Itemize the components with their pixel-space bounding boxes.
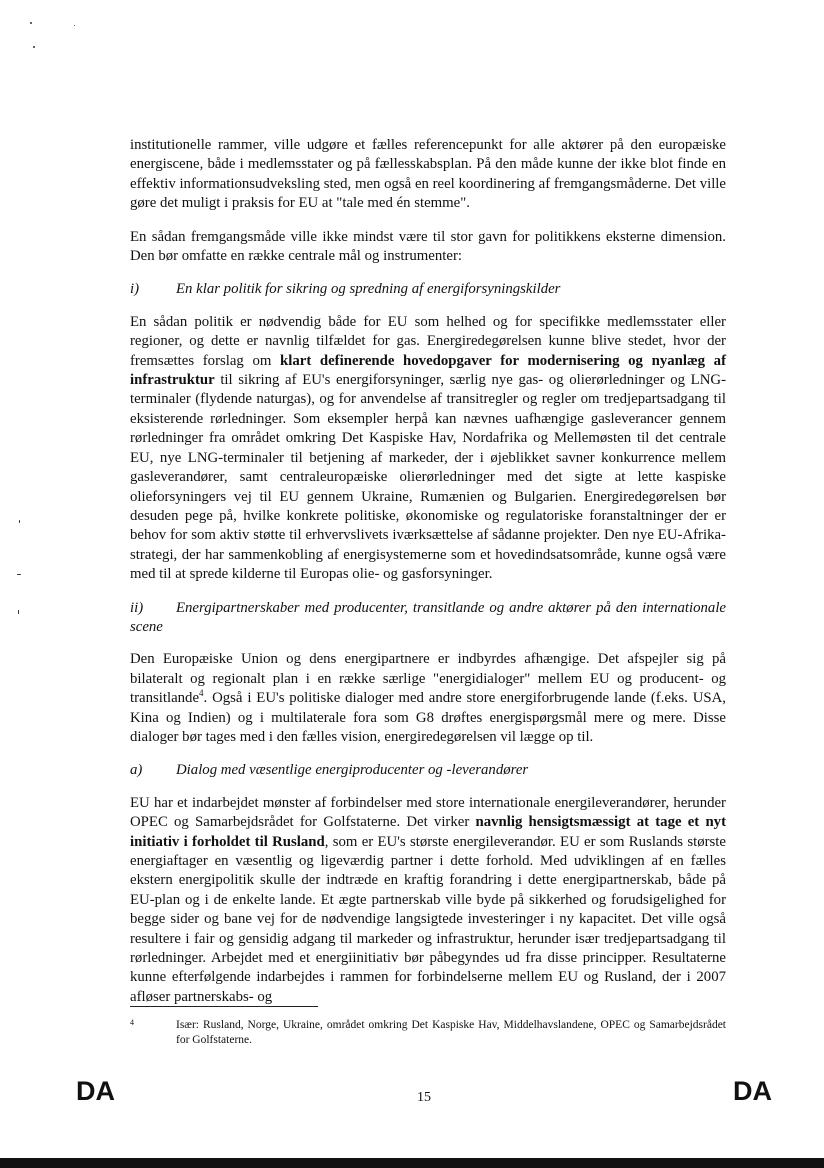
- paragraph-3: [130, 313, 726, 585]
- section-heading-ii: [130, 599, 726, 638]
- footnote-reference[interactable]: 4: [199, 688, 204, 699]
- paragraph-3-bold: klart definerende hovedopgaver for modernisering og nyanlæg af infrastruktur: [130, 352, 726, 389]
- heading-number: ii): [130, 599, 144, 616]
- footnote-divider: [130, 1006, 318, 1007]
- paragraph-5-text-a: EU har et indarbejdet mønster af forbindelser med store internationale energileverandører, herunder OPEC og Samarbejdsrådet for Golfstaterne. Det virker: [130, 794, 726, 831]
- heading-text: Energipartnerskaber med producenter, transitlande og andre aktører på den internationale scene: [130, 599, 726, 635]
- paragraph-4-text-a: Den Europæiske Union og dens energipartnere er indbyrdes afhængige. Det afspejler sig på bilateralt og regionalt plan i en række særlige "energidialoger" mellem EU og producent- og transitlande: [130, 651, 726, 707]
- heading-number: a): [130, 762, 143, 779]
- paragraph-2: En sådan fremgangsmåde ville ikke mindst være til stor gavn for politikkens eksterne dimension. Den bør omfatte en række centrale mål og instrumenter:: [130, 228, 726, 265]
- paragraph-3-text-a: En sådan politik er nødvendig både for EU som helhed og for specifikke medlemsstater eller regioner, og dette er navnlig tilfældet for gas. Energiredegørelsen kunne blive stedet, hvor der fremsættes forslag om: [130, 313, 726, 369]
- paragraph-4: [130, 650, 726, 747]
- footnote-mark: 4: [130, 1018, 134, 1027]
- heading-number: i): [130, 281, 140, 298]
- paragraph-5-bold: navnlig hensigtsmæssigt at tage et nyt initiativ i forholdet til Rusland: [130, 814, 726, 850]
- paragraph-1: institutionelle rammer, ville udgøre et fælles referencepunkt for alle aktører på den europæiske energiscene, både i medlemsstater og på fællesskabsplan. På den måde kunne der ikke blot finde en effektiv informationsudveksling sted, men også en reel koordinering af fremgangsmåderne. Det ville gøre det muligt i praksis for EU at "tale med én stemme".: [130, 137, 726, 212]
- paragraph-5-text-b: , som er EU's største energileverandør. EU er som Ruslands største energiaftager en væsentlig og ligeværdig partner i dette forhold. Med udviklingen af en fælles ekstern energipolitik skulle der indtræde en kraftig forandring i dette energipartnerskab, både på EU-plan og i de enkelte lande. Et ægte partnerskab ville byde på sikkerhed og forudsigelighed for begge sider og bane vej for de nødvendige langsigtede investeringer i ny kapacitet. Det ville også resultere i fair og gensidig adgang til markeder og infrastruktur, herunder især tredjepartsadgang til rørledninger. Arbejdet med et energiinitiativ bør påbegyndes ud fra disse principper. Resultaterne kunne efterfølgende indarbejdes i rammen for forbindelserne mellem EU og Rusland, der i 2007 afløser partnerskabs- og: [130, 833, 726, 1005]
- section-heading-i: [130, 280, 726, 299]
- body-text: [130, 136, 726, 1021]
- paragraph-3-text-b: til sikring af EU's energiforsyninger, særlig nye gas- og olierørledninger og LNG-terminaler (flydende naturgas), og for anvendelse af transitregler og regler om tredjepartsadgang til eksisterende rørledninger. Som eksempler herpå kan nævnes uafhængige gasleverancer gennem rørledninger fra området omkring Det Kaspiske Hav, Nordafrika og Mellemøsten til det centrale EU, nye LNG-terminaler til betjening af markeder, der i øjeblikket savner konkurrence mellem gasleverandører, samt centraleuropæiske olierørledninger med det sigte at lette kaspiske olieforsyningers vej til EU gennem Ukraine, Rumænien og Bulgarien. Energiredegørelsen bør desuden pege på, hvilke konkrete politiske, økonomiske og regulatoriske foranstaltninger der er behov for som aktiv støtte til erhvervslivets iværksættelse af sådanne projekter. Den nye EU-Afrika-strategi, der har sammenkobling af energisystemerne som et hovedindsatsområde, kunne også være med til at sprede kilderne til Europas olie- og gasforsyninger.: [130, 372, 726, 583]
- language-code-right: DA: [733, 1076, 772, 1106]
- heading-text: Dialog med væsentlige energiproducenter og -leverandører: [176, 762, 529, 779]
- section-heading-a: [130, 761, 726, 780]
- footnote-text: Især: Rusland, Norge, Ukraine, området omkring Det Kaspiske Hav, Middelhavslandene, OPEC og Samarbejdsrådet for Golfstaterne.: [176, 1019, 726, 1046]
- page-number: 15: [417, 1090, 431, 1105]
- paragraph-5: [130, 794, 726, 1007]
- footnote: [130, 1018, 726, 1048]
- heading-text: En klar politik for sikring og spredning af energiforsyningskilder: [176, 281, 561, 298]
- language-code-left: DA: [76, 1076, 115, 1106]
- paragraph-4-text-b: . Også i EU's politiske dialoger med andre store energiforbrugende lande (f.eks. USA, Kina og Indien) og i multilaterale fora som G8 drøftes energispørgsmål mere og mere. Disse dialoger bør tages med i den fælles vision, energiredegørelsen vil lægge op til.: [130, 690, 726, 745]
- scan-border: [0, 1158, 824, 1168]
